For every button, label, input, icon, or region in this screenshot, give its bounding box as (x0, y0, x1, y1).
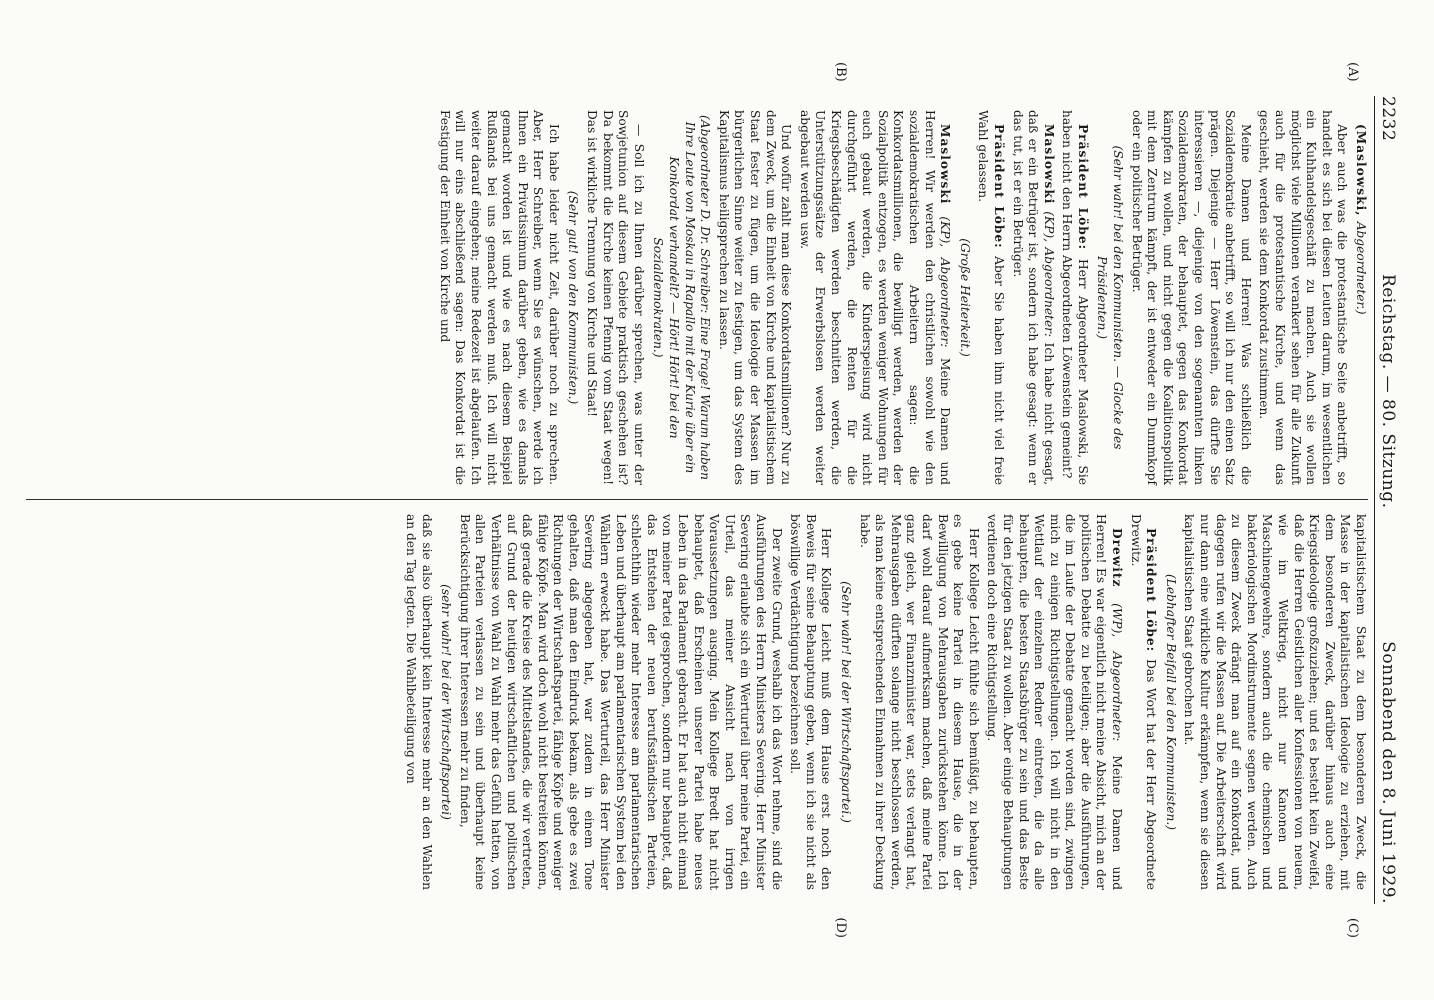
paragraph (975, 110, 1006, 485)
speaker-name: Maslowski (938, 124, 953, 217)
speaker-role: (KP), Abgeordneter: (1041, 211, 1056, 343)
interjection: (Große Heiterkeit.) (957, 238, 972, 357)
interjection: (sehr wahr! bei der Wirtschaftspartei) (439, 584, 454, 820)
paragraph (456, 514, 783, 890)
paragraph-text: Meine Damen und Herren! Wir werden den christlichen sowohl wie den sozialdemokratischen Arbeitern sagen: die Konkordatsmillionen, die bewilligt werden, werden der Sozialpolitik entzogen, es werden weniger Wohnungen für euch gebaut werden, die Kinderspeisung wird nicht durchgeführt werden, die Renten für die Kriegsbeschädigten werden beschnitten werden, die Unterstützungssätze der Erwerbslosen werden weiter abgebaut werden usw. (797, 110, 953, 485)
paragraph-text: Ich habe leider nicht Zeit, darüber noch zu sprechen. Aber, Herr Schreiber, wenn Sie es wünschen, werde ich Ihnen ein Privatissimum darüber geben, wie es damals gemacht worden ist und wie es nach diesem Beispiel Rußlands bei uns gemacht werden muß. Ich will nicht weiter darauf eingehen; meine Redezeit ist abgelaufen. Ich will nur eins abschließend sagen: Das Konkordat ist die Festigung der Einheit von Kirche und (437, 110, 561, 485)
margin-mark-c: (C) (1345, 917, 1360, 938)
speaker-role: (WP), Abgeordneter: (1110, 603, 1125, 756)
paragraph (1256, 110, 1350, 485)
paragraph-text: Herr Kollege Leicht muß dem Hause erst noch den Beweis für seine Behauptung geben, wenn ich sie nicht als böswillige Verdächtigung bezeichnen soll. (788, 514, 834, 890)
left-column (26, 96, 1368, 500)
paragraph (796, 110, 952, 485)
paragraph-text: Der zweite Grund, weshalb ich das Wort nehme, sind die Ausführungen des Herrn Ministers Severing. Herr Minister Severing erlaubte sich ein Werturteil über meine Partei, ein Urteil, das meiner Ansicht nach von irrigen Voraussetzungen ausging. Mein Kollege Bredt hat nicht behauptet, daß Erscheinen unserer Partei habe neues Leben in das Parlament gebracht. Er hat auch nicht einmal von meiner Partei gesprochen, sondern nur behauptet, daß das Entstehen der neuen berufsständischen Parteien, schlechthin wieder mehr Interesse am parlamentarischen Leben und überhaupt am parlamentarischen System bei den Wählern erweckt habe. Das Werturteil, das Herr Minister Severing abgegeben hat, war zudem in einem Tone gehalten, daß man den Eindruck bekam, als gebe es zwei Richtungen der Wirtschaftspartei, fähige Köpfe und weniger fähige Köpfe. Man wird doch wohl nicht bestreiten können, daß gerade die Kreise des Mittelstandes, die wir vertreten, auf Grund der heutigen wirtschaftlichen und politischen Verhältnisse von Wahl zu Wahl mehr das Gefühl hatten, von allen Parteien verlassen zu sein und überhaupt keine Berücksichtigung ihrer Interessen mehr zu finden, (457, 514, 784, 890)
speaker-name: Präsident Löbe: (991, 124, 1006, 257)
speaker-name: (Maslowski, (1354, 124, 1368, 222)
paragraph-text: daß sie also überhaupt kein Interesse mehr an den Wahlen an den Tag legten. Die Wahlbeteiligung von (403, 514, 434, 890)
paragraph (787, 514, 834, 890)
paragraph (856, 514, 981, 890)
interjection: (Abgeordneter D. Dr. Schreiber: Eine Frage! Warum haben Ihre Leute von Moskau in Rapallo mit der Kurie über ein Konkordat verhandelt? — Hört! Hört! bei den Sozialdemokraten.) (651, 115, 713, 480)
header-date: Sonnabend den 8. Juni 1929. (1378, 641, 1398, 904)
speaker-name: Maslowski (1041, 124, 1056, 212)
paragraph (1128, 110, 1253, 485)
paragraph-text: Meine Damen und Herren! Es war eigentlich nicht meine Absicht, mich an der politischen Debatte zu beteiligen; aber die Ausführungen, die im Laufe der Debatte gemacht worden sind, zwingen mich zu einigen Richtigstellungen. Ich will nicht in den Wettlauf der einzelnen Redner eintreten, die da alle behaupten, die besten Staatsbürger zu sein und das Beste für den jetzigen Staat zu wollen. Aber einige Behauptungen verdienen doch eine Richtigstellung. (985, 514, 1125, 890)
interjection: (Sehr wahr! bei der Wirtschaftspartei.) (839, 581, 853, 823)
paragraph (984, 514, 1124, 890)
page-header (1374, 96, 1408, 904)
paragraph-text: Das Wort hat der Herr Abgeordnete Drewitz. (1128, 514, 1159, 890)
text-columns (26, 96, 1368, 904)
header-title: Reichstag. — 80. Sitzung. (1378, 273, 1398, 509)
paragraph-text: Aber Sie haben ihm nicht viel freie Wahl gelassen. (976, 110, 1006, 485)
speaker-role: (KP), Abgeordneter: (938, 216, 953, 358)
interjection: (Sehr wahr! bei den Kommunisten. — Glocke des Präsidenten.) (1095, 145, 1126, 450)
paragraph (1127, 514, 1158, 890)
paragraph-text: Herr Abgeordneter Maslowski, Sie haben nicht den Herrn Abgeordneten Löwenstein gemeint? (1060, 110, 1090, 486)
interjection: (Lebhafter Beifall bei den Kommunisten.) (1163, 573, 1178, 830)
paragraph-text: Meine Damen und Herren! Was schließlich die Sozialdemokratie anbetrifft, so will ich nur den einen Satz prägen. Diejenige — Herr Löwenstein, das dürfte Sie interessieren —, diejenige von den sogenannten linken Sozialdemokraten, der behauptet, gegen das Konkordat kämpfen zu wollen, und nicht gegen die Koalitionspolitik mit dem Zentrum kämpft, der ist entweder ein Dummkopf oder ein politischer Betrüger. (1129, 110, 1253, 485)
margin-mark-d: (D) (833, 917, 848, 938)
paragraph (1059, 110, 1090, 485)
page-content (26, 62, 1408, 938)
paragraph (584, 110, 646, 485)
paragraph (1009, 110, 1056, 485)
speaker-role: Abgeordneter.) (1354, 221, 1368, 315)
page-number: 2232 (1378, 96, 1398, 142)
paragraph-text: Herr Kollege Leicht fühlte sich bemüßigt, zu behaupten, es gebe keine Partei in diesem Hause, die in der Bewilligung von Mehrausgaben zurückstehen könne. Ich darf wohl darauf aufmerksam machen, daß meine Partei ganz gleich, wer Finanzminister war, stets verlangt hat, Mehrausgaben dürften solange nicht beschlossen werden, als man keine entsprechenden Einnahmen zu ihrer Deckung habe. (857, 514, 981, 890)
paragraph-text: Aber auch was die protestantische Seite anbetrifft, so handelt es sich bei diesen Leuten darum, im wesentlichen ein Kuhhandelsgeschäft zu machen. Auch sie wollen möglichst viele Millionen verankert sehen für alle Zukunft auch für die protestantische Kirche, und wenn das geschieht, werden sie dem Konkordat zustimmen. (1257, 110, 1350, 485)
paragraph-text: Ich habe nicht gesagt, daß er ein Betrüger ist, sondern ich habe gesagt: wenn er das tut, ist er ein Betrüger. (1010, 110, 1056, 485)
paragraph (715, 110, 793, 485)
right-column (26, 500, 1368, 904)
paragraph-text: kapitalistischem Staat zu dem besonderen Zweck, die Masse in der kapitalistischen Ideologie zu erziehen, mit dem besonderen Zweck, darüber hinaus auch eine Kriegsideologie großzuziehen; und es besteht kein Zweifel, daß die Herren Geistlichen aller Konfessionen von neuem, wie im Weltkrieg, nicht nur Kanonen und Maschinengewehre, sondern auch die chemischen und bakteriologischen Mordinstrumente segnen werden. Auch zu diesem Zweck drängt man auf ein Konkordat, und dagegen rufen wir die Massen auf. Die Arbeiterschaft wird nur dann eine wirkliche Kultur erkämpfen, wenn sie diesen kapitalistischen Staat gebrochen hat. (1182, 514, 1368, 890)
paragraph (436, 110, 561, 485)
margin-mark-a: (A) (1345, 62, 1360, 82)
margin-mark-b: (B) (833, 62, 848, 82)
speaker-name: Präsident Löbe: (1144, 528, 1159, 660)
interjection: (Sehr gut! von den Kommunisten.) (566, 190, 581, 405)
speaker-name: Präsident Löbe: (1075, 124, 1090, 259)
paragraph (402, 514, 433, 890)
speaker-name: Drewitz (1110, 528, 1125, 604)
paragraph-text: Und wofür zahlt man diese Konkordatsmillionen? Nur zu dem Zweck, um die Einheit von Kirche und kapitalistischem Staat fester zu fügen, um die Ideologie der Massen im bürgerlichen Sinne weiter zu festigen, um das System des Kapitalismus heiligsprechen zu lassen. (716, 110, 794, 485)
paragraph (1352, 110, 1368, 485)
paragraph (1181, 514, 1368, 890)
paragraph-text: — Soll ich zu Ihnen darüber sprechen, was unter der Sowjetunion auf diesem Gebiete praktisch geschehen ist? Da bekommt die Kirche keinen Pfennig vom Staat wegen! Das ist wirkliche Trennung von Kirche und Staat! (585, 110, 646, 485)
